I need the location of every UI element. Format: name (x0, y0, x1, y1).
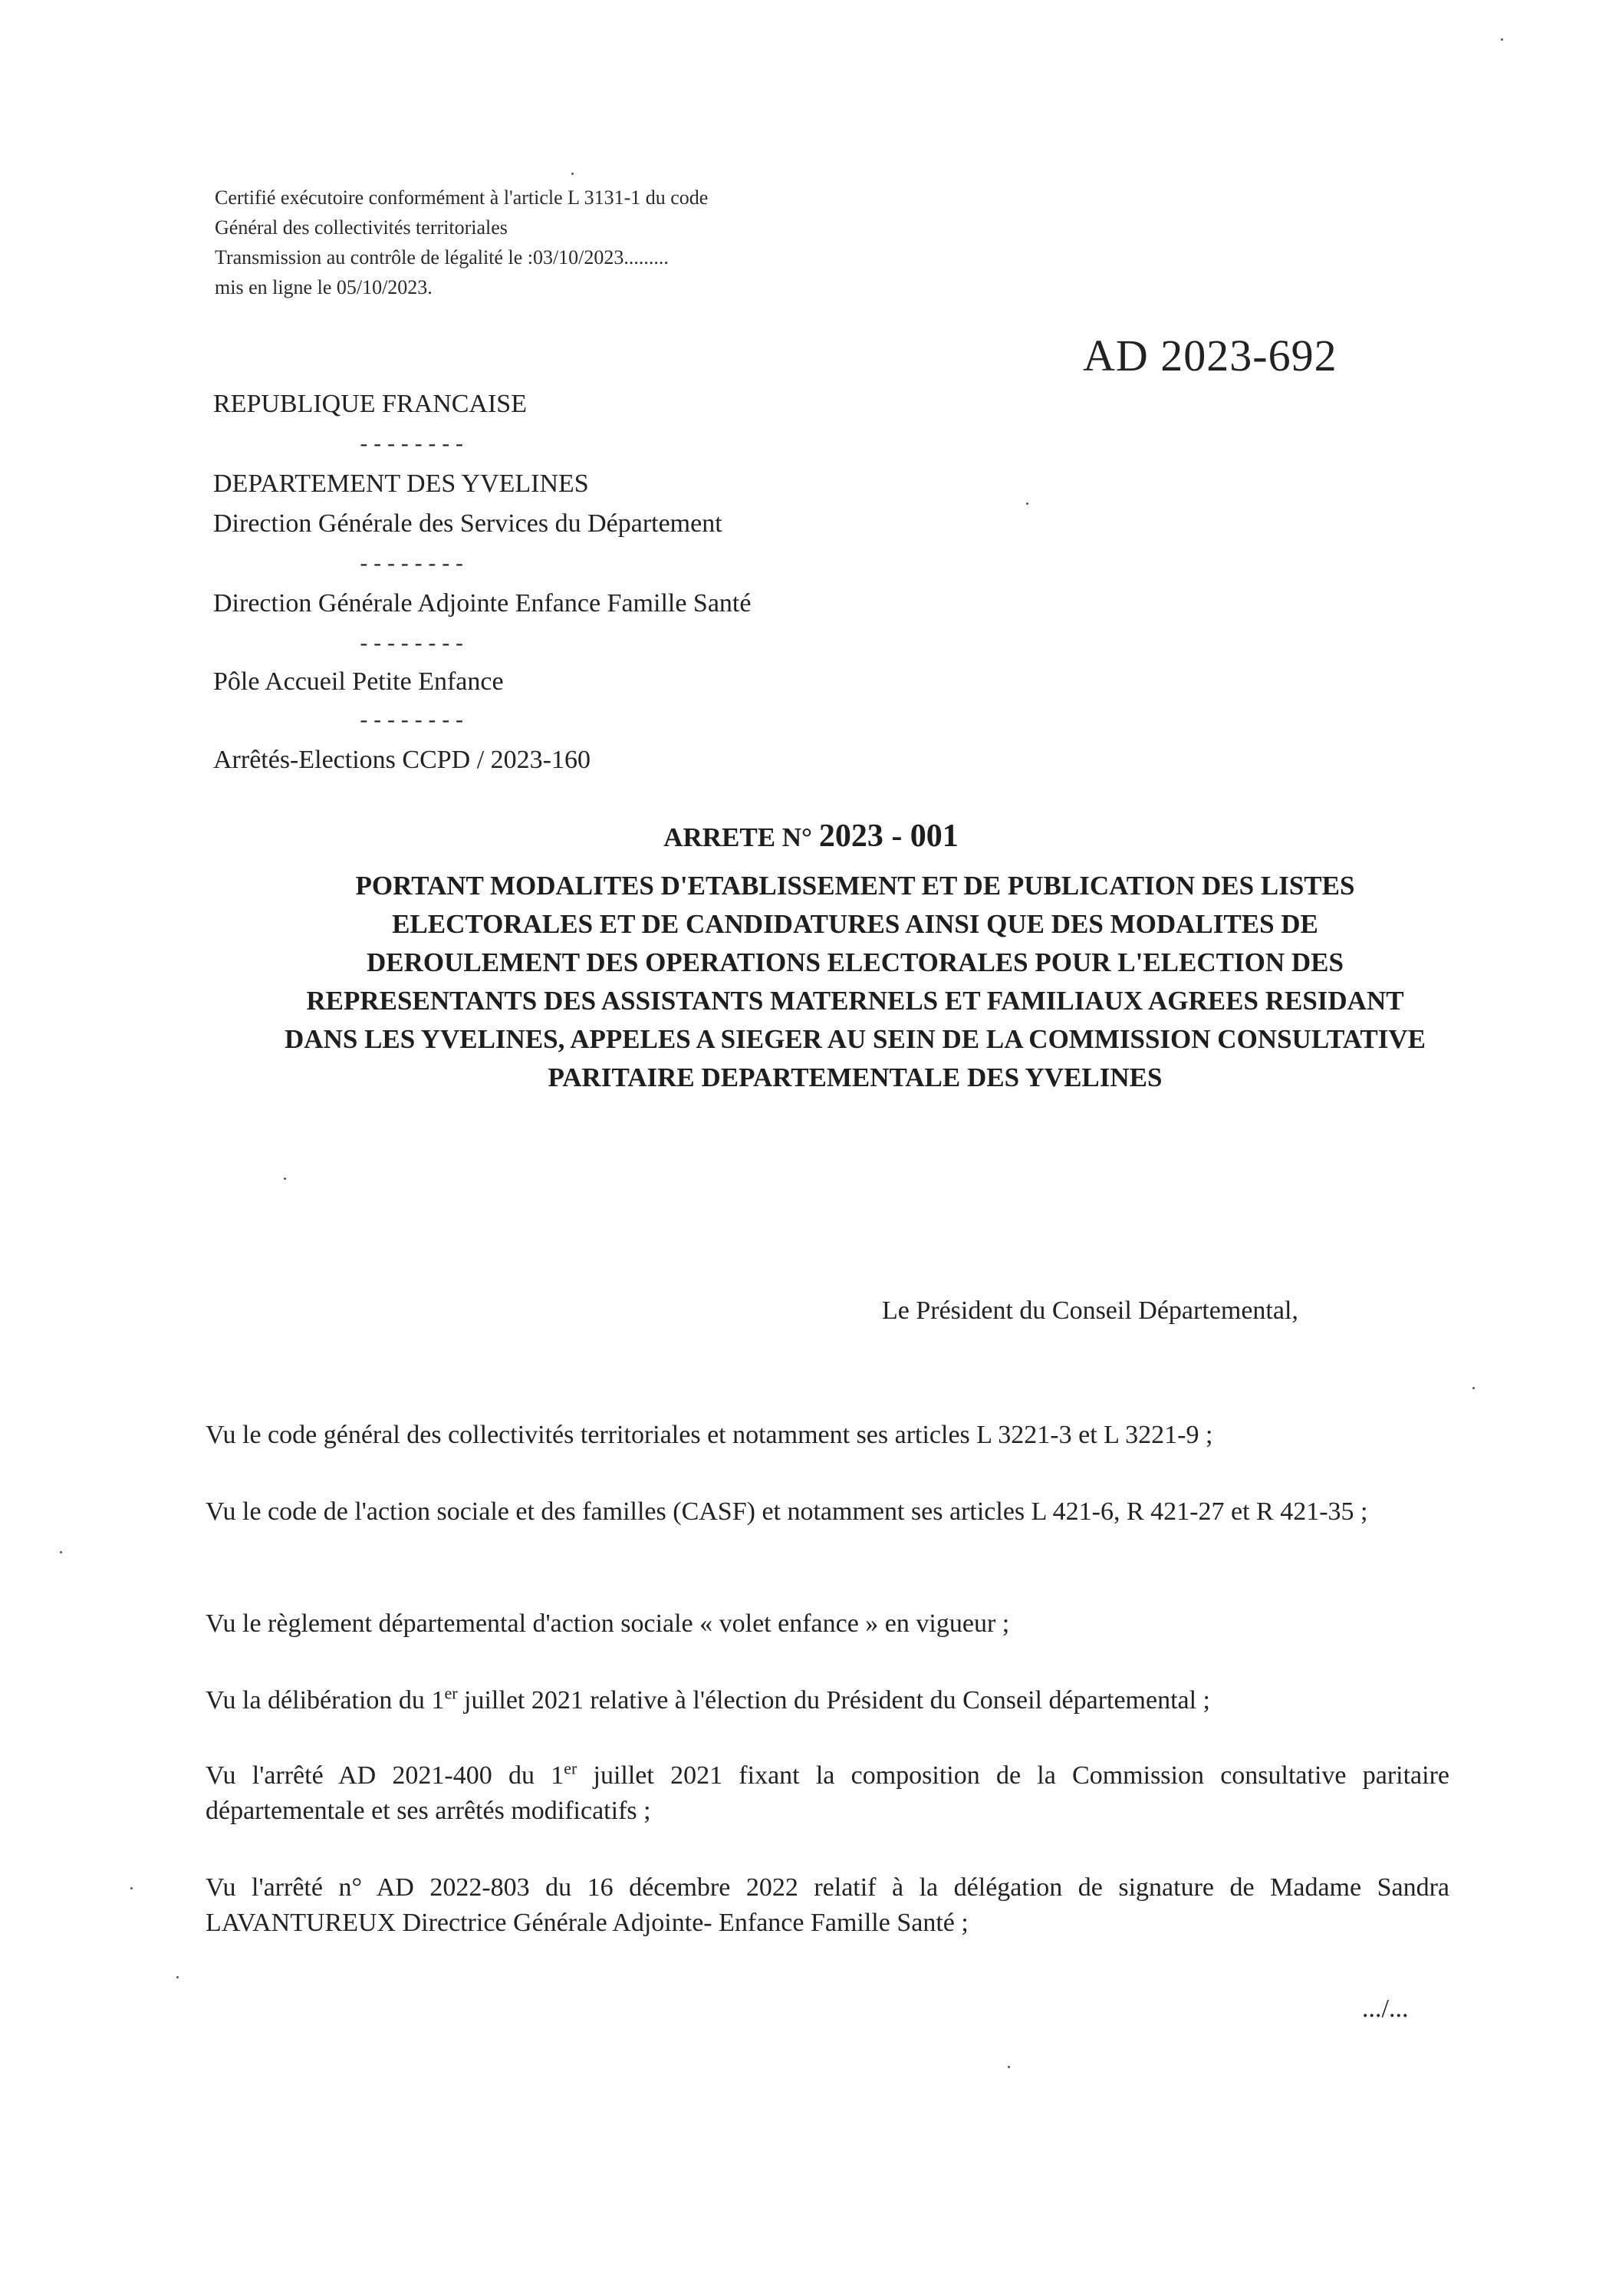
certification-stamp (215, 183, 708, 302)
pole-accueil: Pôle Accueil Petite Enfance (213, 667, 504, 696)
scan-speck (571, 173, 574, 175)
vu-text: Vu l'arrêté AD 2021-400 du 1 (206, 1761, 564, 1790)
scan-speck (1501, 38, 1503, 41)
scan-speck (1026, 502, 1028, 505)
certification-line: Transmission au contrôle de légalité le :03/10/2023......... (215, 246, 669, 268)
ordinal-superscript: er (564, 1758, 577, 1778)
vu-paragraph (206, 1683, 1449, 1718)
ordinal-superscript: er (444, 1683, 458, 1703)
scan-speck (176, 1976, 179, 1978)
scan-speck (1472, 1387, 1475, 1389)
scan-speck (1008, 2066, 1010, 2068)
scan-speck (60, 1551, 62, 1553)
president-heading: Le Président du Conseil Départemental, (882, 1296, 1298, 1325)
document-reference: AD 2023-692 (1083, 331, 1337, 380)
continuation-mark: .../... (1362, 1995, 1409, 2023)
departement-heading: DEPARTEMENT DES YVELINES (213, 469, 589, 498)
vu-text: Vu la délibération du 1 (206, 1686, 445, 1715)
vu-paragraph (206, 1758, 1449, 1829)
certification-line: Général des collectivités territoriales (215, 216, 508, 239)
vu-paragraph: Vu le code général des collectivités territoriales et notamment ses articles L 3221-3 et L 3221-9 ; (206, 1421, 1213, 1449)
vu-text: juillet 2021 relative à l'élection du Président du Conseil départemental ; (457, 1686, 1210, 1715)
arretes-reference: Arrêtés-Elections CCPD / 2023-160 (213, 746, 591, 774)
certification-line: mis en ligne le 05/10/2023. (215, 276, 433, 298)
republique-heading: REPUBLIQUE FRANCAISE (213, 390, 527, 418)
vu-paragraph: Vu le code de l'action sociale et des familles (CASF) et notamment ses articles L 421-6, R 421-27 et R 421-35 ; (206, 1497, 1368, 1526)
scan-speck (284, 1178, 286, 1180)
arrete-subject: PORTANT MODALITES D'ETABLISSEMENT ET DE PUBLICATION DES LISTES ELECTORALES ET DE CANDIDATURES AINSI QUE DES MODALITES DE DEROULEMENT DES OPERATIONS ELECTORALES POUR L'ELECTION DES REPRESENTANTS DES ASSISTANTS MATERNELS ET FAMILIAUX AGREES RESIDANT DANS LES YVELINES, APPELES A SIEGER AU SEIN DE LA COMMISSION CONSULTATIVE PARITAIRE DEPARTEMENTALE DES YVELINES (285, 871, 1426, 1092)
separator: -------- (357, 434, 467, 458)
direction-generale: Direction Générale des Services du Département (213, 509, 722, 538)
vu-text: juillet 2021 fixant la composition de la Commission consultative paritaire départementale et ses arrêtés modificatifs ; (206, 1761, 1449, 1825)
arrete-number: 2023 - 001 (818, 819, 959, 854)
direction-adjointe: Direction Générale Adjointe Enfance Famille Santé (213, 589, 752, 618)
arrete-title (0, 818, 1622, 855)
scan-speck (130, 1887, 133, 1889)
vu-paragraph: Vu l'arrêté n° AD 2022-803 du 16 décembre 2022 relatif à la délégation de signature de Madame Sandra LAVANTUREUX Directrice Générale Adjointe- Enfance Famille Santé ; (206, 1873, 1449, 1937)
arrete-title-prefix: ARRETE N° (663, 822, 819, 852)
separator: -------- (357, 554, 467, 578)
vu-paragraph: Vu le règlement départemental d'action sociale « volet enfance » en vigueur ; (206, 1609, 1010, 1638)
separator: -------- (357, 710, 467, 734)
separator: -------- (357, 634, 467, 657)
certification-line: Certifié exécutoire conformément à l'article L 3131-1 du code (215, 186, 709, 209)
